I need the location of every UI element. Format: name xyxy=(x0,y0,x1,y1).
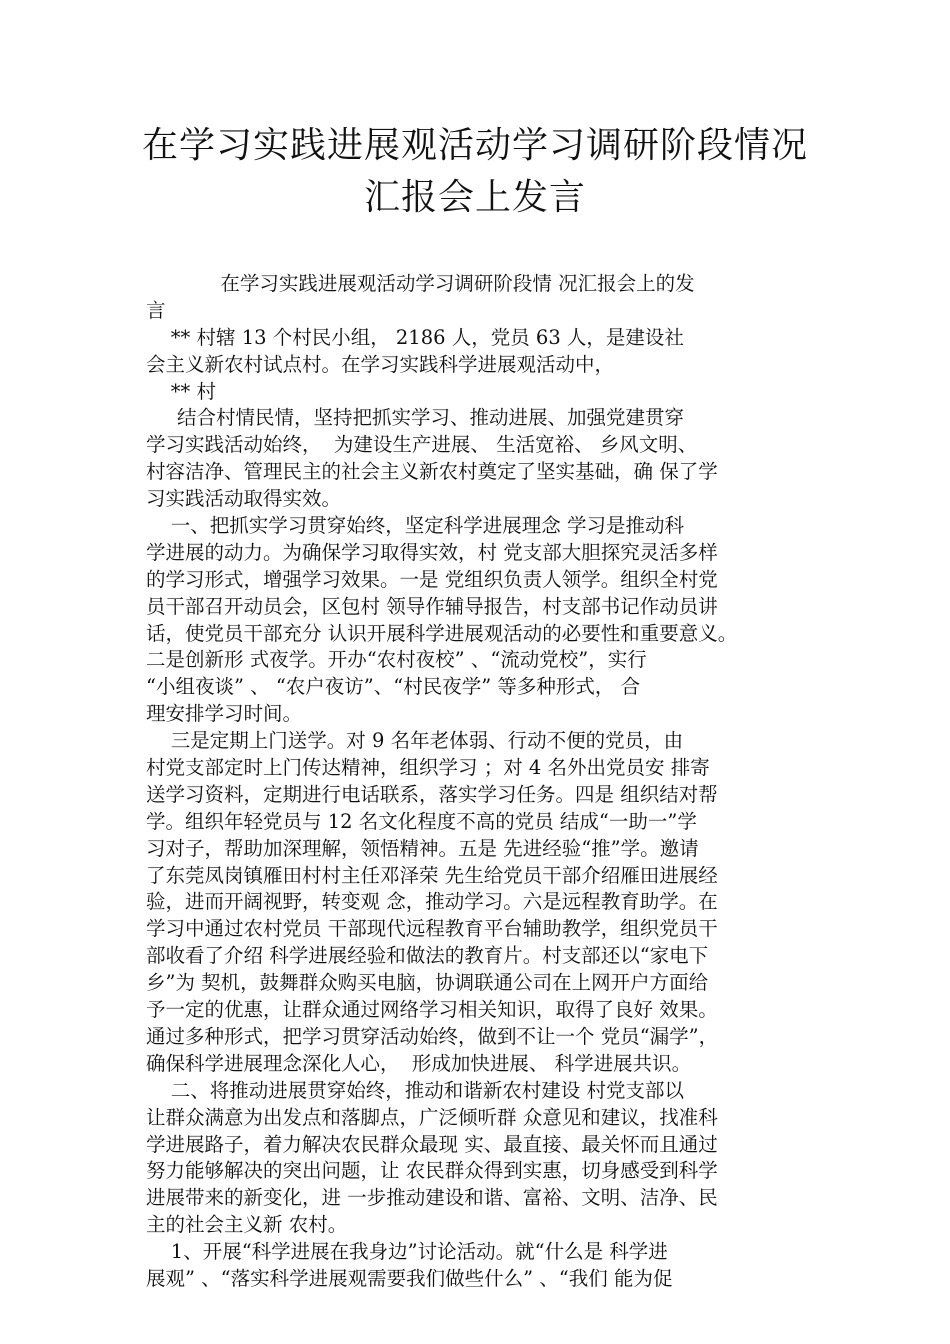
body-line: 一、把抓实学习贯穿始终，坚定科学进展理念 学习是推动科 xyxy=(146,514,684,538)
body-line: 通过多种形式，把学习贯穿活动始终，做到不让一个 党员“漏学”， xyxy=(146,1024,719,1048)
body-line: 验，进而开阔视野，转变观 念，推动学习。六是远程教育助学。在 xyxy=(146,890,718,914)
body-line: 送学习资料，定期进行电话联系，落实学习任务。四是 组织结对帮 xyxy=(146,782,718,806)
body-line: 二是创新形 式夜学。开办“农村夜校” 、“流动党校”，实行 xyxy=(146,648,647,672)
body-line: ** 村辖 13 个村民小组， 2186 人，党员 63 人，是建设社 xyxy=(146,325,684,349)
body-line: 二、将推动进展贯穿始终，推动和谐新农村建设 村党支部以 xyxy=(146,1078,684,1102)
body-line: 理安排学习时间。 xyxy=(146,702,303,726)
body-line: 言 xyxy=(146,298,166,322)
body-line: 在学习实践进展观活动学习调研阶段情 况汇报会上的发 xyxy=(146,272,695,295)
body-line: “小组夜谈” 、 “农户夜访”、“村民夜学” 等多种形式， 合 xyxy=(146,675,641,699)
body-line: 会主义新农村试点村。在学习实践科学进展观活动中， xyxy=(146,352,615,376)
body-line: 村党支部定时上门传达精神，组织学习 ；对 4 名外出党员安 排寄 xyxy=(146,756,710,780)
body-line: 予一定的优惠，让群众通过网络学习相关知识，取得了良好 效果。 xyxy=(146,998,718,1022)
body-line: 学进展路子，着力解决农民群众最现 实、最直接、最关怀而且通过 xyxy=(146,1132,718,1156)
title-line-2: 汇报会上发言 xyxy=(363,177,586,218)
body-line: 的学习形式，增强学习效果。一是 党组织负责人领学。组织全村党 xyxy=(146,567,718,591)
body-line: 学习中通过农村党员 干部现代远程教育平台辅助教学，组织党员干 xyxy=(146,917,718,941)
document-body xyxy=(146,271,826,1293)
body-line: 话，使党员干部充分 认识开展科学进展观活动的必要性和重要意义。 xyxy=(146,621,738,645)
body-line: 员干部召开动员会，区包村 领导作辅导报告，村支部书记作动员讲 xyxy=(146,594,718,618)
body-line: 进展带来的新变化，进 一步推动建设和谐、富裕、文明、洁净、民 xyxy=(146,1186,718,1210)
body-line: 努力能够解决的突出问题，让 农民群众得到实惠，切身感受到科学 xyxy=(146,1159,718,1183)
body-line: 了东莞凤岗镇雁田村村主任邓泽荣 先生给党员干部介绍雁田进展经 xyxy=(146,863,718,887)
body-line: 学。组织年轻党员与 12 名文化程度不高的党员 结成“一助一”学 xyxy=(146,809,697,833)
body-line: 确保科学进展理念深化人心， 形成加快进展、 科学进展共识。 xyxy=(146,1051,692,1075)
title-line-1: 在学习实践进展观活动学习调研阶段情况 xyxy=(141,125,808,166)
body-line: 学习实践活动始终， 为建设生产进展、 生活宽裕、 乡风文明、 xyxy=(146,433,698,457)
body-line: 1、开展“科学进展在我身边”讨论活动。就“什么是 科学进 xyxy=(146,1240,668,1264)
body-line: 村容洁净、管理民主的社会主义新农村奠定了坚实基础，确 保了学 xyxy=(146,460,718,484)
body-line: 学进展的动力。为确保学习取得实效，村 党支部大胆探究灵活多样 xyxy=(146,540,718,564)
body-line: 三是定期上门送学。对 9 名年老体弱、行动不便的党员，由 xyxy=(146,729,684,753)
body-line: ** 村 xyxy=(146,379,216,403)
body-line: 结合村情民情，坚持把抓实学习、推动进展、加强党建贯穿 xyxy=(146,406,684,430)
body-line: 乡”为 契机，鼓舞群众购买电脑，协调联通公司在上网开户方面给 xyxy=(146,971,709,995)
body-line: 习实践活动取得实效。 xyxy=(146,487,342,511)
body-line: 部收看了介绍 科学进展经验和做法的教育片。村支部还以“家电下 xyxy=(146,944,709,968)
body-line: 习对子，帮助加深理解，领悟精神。五是 先进经验“推”学。邀请 xyxy=(146,836,699,860)
body-line: 主的社会主义新 农村。 xyxy=(146,1213,348,1237)
body-line: 展观” 、“落实科学进展观需要我们做些什么” 、“我们 能为促 xyxy=(146,1266,673,1290)
body-line: 让群众满意为出发点和落脚点，广泛倾听群 众意见和建议，找准科 xyxy=(146,1105,718,1129)
document-title xyxy=(100,120,850,224)
